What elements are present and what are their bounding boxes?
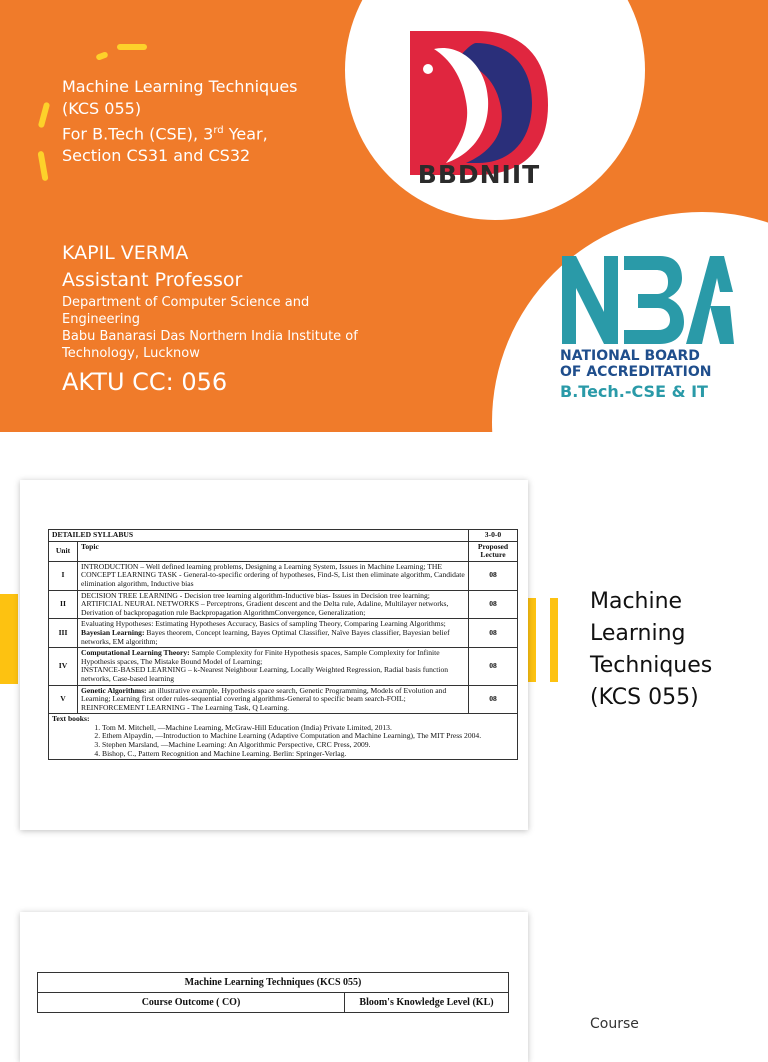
nba-logo-line3: B.Tech.-CSE & IT [560, 382, 708, 401]
syllabus-document [20, 480, 528, 830]
instructor-affiliation: Department of Computer Science and Engineering Babu Banarasi Das Northern India Institute of Technology, Lucknow [62, 295, 358, 361]
col-topic: Topic [78, 541, 469, 561]
list-item: 2. Ethem Alpaydin, ―Introduction to Machine Learning (Adaptive Computation and Machine Learning), The MIT Press 2004. [102, 732, 514, 741]
course-heading [62, 76, 298, 167]
bbdniit-logo-text: BBDNIIT [417, 160, 541, 189]
table-row: II DECISION TREE LEARNING - Decision tree learning algorithm-Inductive bias- Issues in Decision tree learning; ARTIFICIAL NEURAL NETWORKS – Perceptrons, Gradient descent and the Delta rule, Adaline, Multilayer networks, Derivation of backpropagation rule Backpropagation AlgorithmConvergence, Generalization; 08 [49, 590, 518, 619]
slide-side-title: Machine Learning Techniques (KCS 055) [590, 589, 713, 710]
program-line: For B.Tech (CSE), 3rd Year, [62, 124, 268, 144]
course-code: (KCS 055) [62, 99, 142, 118]
course-cc: AKTU CC: 056 [62, 368, 228, 396]
nba-logo-line2: OF ACCREDITATION [560, 364, 712, 380]
syllabus-slide [0, 440, 768, 872]
course-outcome-document [20, 912, 528, 1062]
course-title: Machine Learning Techniques [62, 77, 298, 96]
table-row [38, 973, 509, 993]
textbook-list [52, 724, 514, 758]
section-line: Section CS31 and CS32 [62, 146, 251, 166]
col-course-outcome: Course Outcome ( CO) [38, 993, 345, 1013]
topic-cell: DECISION TREE LEARNING - Decision tree learning algorithm-Inductive bias- Issues in Decision tree learning; ARTIFICIAL NEURAL NETWORKS – Perceptrons, Gradient descent and the Delta rule, Adaline, Multilayer networks, Derivation of backpropagation rule Backpropagation AlgorithmConvergence, Generalization; [78, 590, 469, 619]
textbooks-label: Text books: [52, 714, 90, 724]
slide-side-text: Course [590, 1016, 639, 1032]
table-row: V Genetic Algorithms: an illustrative example, Hypothesis space search, Genetic Programming, Models of Evolution and Learning; Learning first order rules-sequential covering algorithms-General to specific beam search-FOIL; REINFORCEMENT LEARNING - The Learning Task, Q Learning. 08 [49, 685, 518, 714]
table-header-row [38, 993, 509, 1013]
decor-dash [117, 44, 147, 50]
title-slide [0, 0, 768, 432]
table-row: III Evaluating Hypotheses: Estimating Hypotheses Accuracy, Basics of sampling Theory, Comparing Learning Algorithms; Bayesian Learning: Bayes theorem, Concept learning, Bayes Optimal Classifier, Naïve Bayes classifier, Bayesian belief networks, EM algorithm; 08 [49, 619, 518, 648]
topic-cell: Evaluating Hypotheses: Estimating Hypotheses Accuracy, Basics of sampling Theory, Comparing Learning Algorithms; Bayesian Learning: Bayes theorem, Concept learning, Bayes Optimal Classifier, Naïve Bayes classifier, Bayesian belief networks, EM algorithm; [78, 619, 469, 648]
course-outcome-table [37, 972, 509, 1013]
list-item: 3. Stephen Marsland, ―Machine Learning: An Algorithmic Perspective, CRC Press, 2009. [102, 741, 514, 750]
course-outcome-slide [0, 880, 768, 1032]
decor-dash [37, 151, 48, 182]
textbooks-cell [49, 714, 518, 760]
topic-cell: INTRODUCTION – Well defined learning problems, Designing a Learning System, Issues in Machine Learning; THE CONCEPT LEARNING TASK - General-to-specific ordering of hypotheses, Find-S, List then eliminate algorithm, Candidate elimination algorithm, Inductive bias [78, 561, 469, 590]
table-row [49, 530, 518, 542]
instructor-role: Assistant Professor [62, 269, 243, 291]
co-table-title: Machine Learning Techniques (KCS 055) [38, 973, 509, 993]
decor-dash [38, 102, 51, 129]
syllabus-credits: 3-0-0 [469, 530, 518, 542]
col-lecture: Proposed Lecture [469, 541, 518, 561]
table-row: IV Computational Learning Theory: Sample Complexity for Finite Hypothesis spaces, Sample Complexity for Infinite Hypothesis spaces, The Mistake Bound Model of Learning; INSTANCE-BASED LEARNING – k-Nearest Neighbour Learning, Locally Weighted Regression, Radial basis function networks, Case-based learning 08 [49, 648, 518, 685]
list-item: 4. Bishop, C., Pattern Recognition and Machine Learning. Berlin: Springer-Verlag. [102, 750, 514, 759]
syllabus-heading: DETAILED SYLLABUS [49, 530, 469, 542]
accent-bar [528, 598, 536, 682]
syllabus-table [48, 529, 518, 760]
list-item: 1. Tom M. Mitchell, ―Machine Learning, McGraw-Hill Education (India) Private Limited, 2013. [102, 724, 514, 733]
col-unit: Unit [49, 541, 78, 561]
topic-cell: Computational Learning Theory: Sample Complexity for Finite Hypothesis spaces, Sample Complexity for Infinite Hypothesis spaces, The Mistake Bound Model of Learning; INSTANCE-BASED LEARNING – k-Nearest Neighbour Learning, Locally Weighted Regression, Radial basis function networks, Case-based learning [78, 648, 469, 685]
topic-cell: Genetic Algorithms: an illustrative example, Hypothesis space search, Genetic Programming, Models of Evolution and Learning; Learning first order rules-sequential covering algorithms-General to specific beam search-FOIL; REINFORCEMENT LEARNING - The Learning Task, Q Learning. [78, 685, 469, 714]
table-row: I INTRODUCTION – Well defined learning problems, Designing a Learning System, Issues in Machine Learning; THE CONCEPT LEARNING TASK - General-to-specific ordering of hypotheses, Find-S, List then eliminate algorithm, Candidate elimination algorithm, Inductive bias 08 [49, 561, 518, 590]
table-row [49, 714, 518, 760]
col-bloom-level: Bloom's Knowledge Level (KL) [345, 993, 509, 1013]
table-header-row [49, 541, 518, 561]
accent-bar [550, 598, 558, 682]
decor-dash [95, 51, 108, 61]
accent-bar [0, 594, 18, 684]
nba-logo-line1: NATIONAL BOARD [560, 348, 700, 364]
nba-logo [560, 252, 735, 346]
instructor-name: KAPIL VERMA [62, 242, 189, 264]
